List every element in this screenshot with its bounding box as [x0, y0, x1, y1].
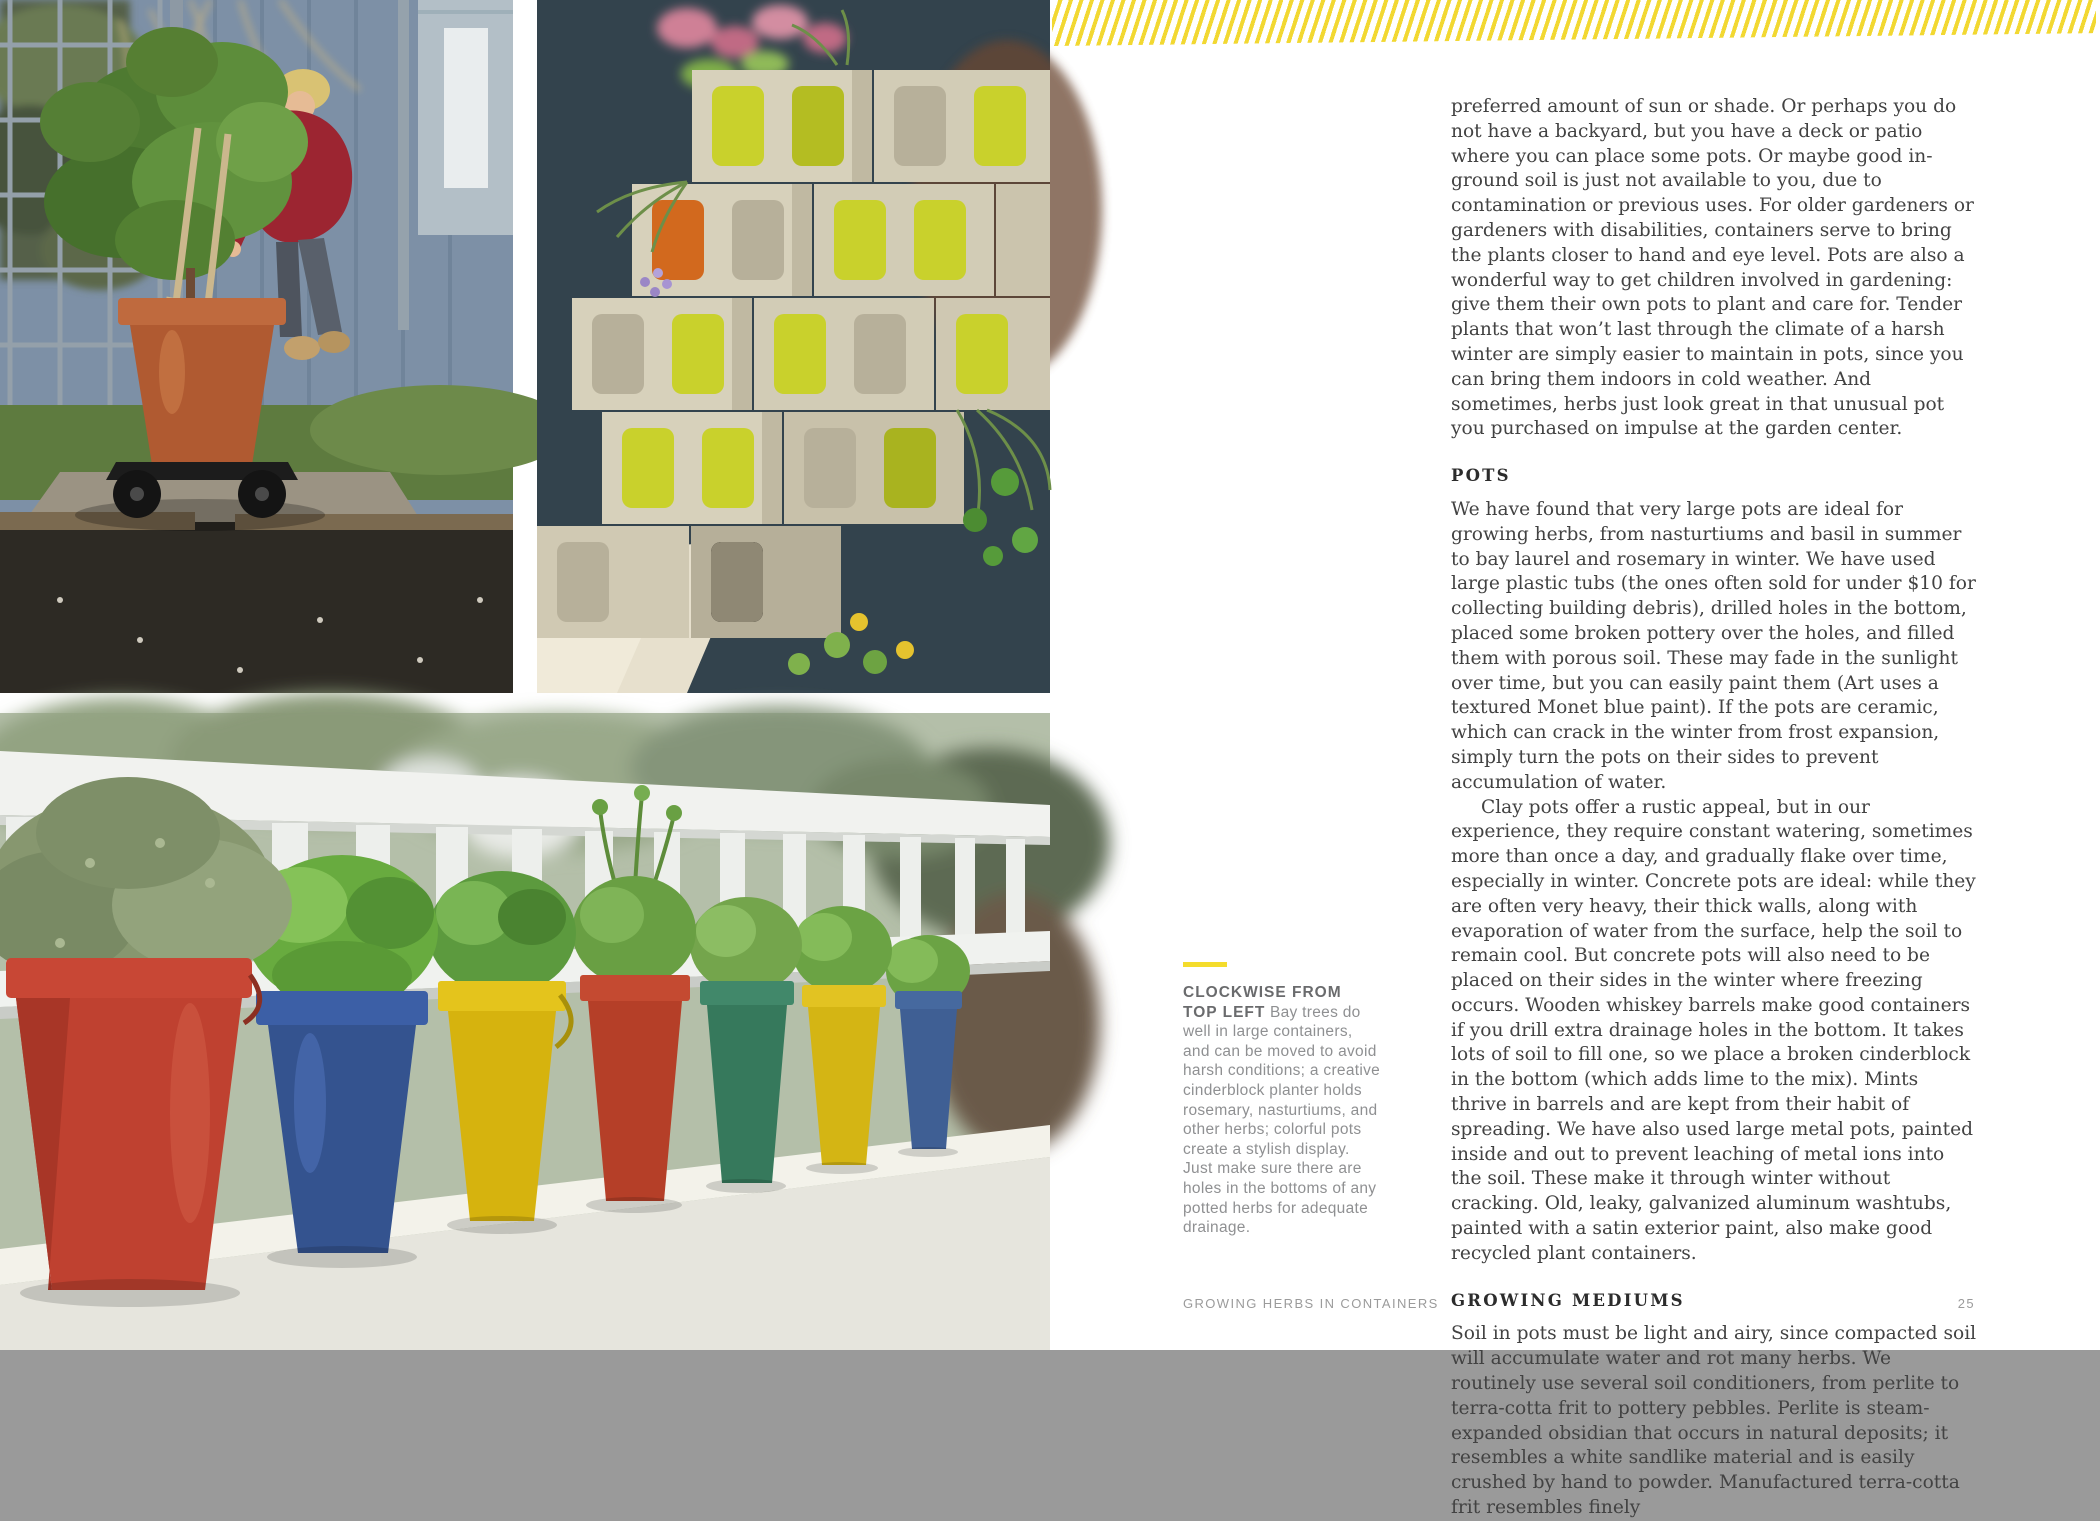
page-number: 25 — [1957, 1296, 1975, 1311]
caption-lead-in: CLOCKWISE FROM TOP LEFT — [1183, 984, 1342, 1021]
cinderblock-photo-illustration — [537, 0, 1050, 693]
photo-bay-tree-handtruck — [0, 0, 513, 693]
soil-bed — [0, 522, 513, 693]
section-heading-pots: POTS — [1451, 466, 1511, 486]
running-head: GROWING HERBS IN CONTAINERS — [1183, 1296, 1439, 1311]
garden-shed — [418, 0, 513, 235]
caption-text: Bay trees do well in large containers, and can be moved to avoid harsh conditions; a creative cinderblock planter holds rosemary, nasturtiums, and other herbs; colorful pots create a stylish display. Just make sure there are holes in the bottoms of any potted herbs for adequate drainage. — [1183, 1003, 1381, 1237]
yellow-diagonal-stripes-band — [1052, 0, 2096, 46]
growing-mediums-paragraph: Soil in pots must be light and airy, since compacted soil will accumulate water and rot many herbs. We routinely use several soil conditioners, from perlite to terra-cotta frit to pottery pebbles. Perlite is steam-expanded obsidian that occurs in natural deposits; it resembles a white sandlike material and is easily crushed by hand to powder. Manufactured terra-cotta frit resembles finely — [1451, 1323, 1977, 1519]
bay-tree-photo-illustration — [0, 0, 513, 693]
photo-caption — [1183, 962, 1381, 1238]
page-footer — [1183, 1296, 1975, 1311]
intro-paragraph: preferred amount of sun or shade. Or perhaps you do not have a backyard, but you have a deck or patio where you can place some pots. Or maybe good in-ground soil is just not available to you, due to contamination or previous uses. For older gardeners or gardeners with disabilities, containers serve to bring the plants closer to hand and eye level. Pots are also a wonderful way to get children involved in gardening: give them their own pots to plant and care for. Tender plants that won’t last through the climate of a harsh winter are simply easier to maintain in pots, since you can bring them indoors in cold weather. And sometimes, herbs just look great in that unusual pot you purchased on impulse at the garden center. — [1451, 96, 1974, 440]
colorful-pots-photo-illustration — [0, 713, 1050, 1350]
pots-paragraph-1: We have found that very large pots are ideal for growing herbs, from nasturtiums and basil in summer to bay laurel and rosemary in winter. We have used large plastic tubs (the ones often sold for under $10 for collecting building debris), drilled holes in the bottom, placed some broken pottery over the holes, and filled them with porous soil. These may fade in the sunlight over time, but you can easily paint them (Art uses a textured Monet blue paint). If the pots are ceramic, which can crack in the winter from frost expansion, simply turn the pots on their sides to prevent accumulation of water. — [1451, 498, 1976, 793]
caption-accent-rule — [1183, 962, 1227, 967]
photo-cinderblock-planter — [537, 0, 1050, 693]
photo-colorful-pots — [0, 713, 1050, 1350]
pots-paragraph-2: Clay pots offer a rustic appeal, but in our experience, they require constant watering, sometimes more than once a day, and gradually flake over time, especially in winter. Concrete pots are ideal: while they are often very heavy, their thick walls, along with evaporation of water from the surface, help the soil to remain cool. But concrete pots will also need to be placed on their sides in the winter where freezing occurs. Wooden whiskey barrels make good containers if you drill extra drainage holes in the bottom. It takes lots of soil to fill one, so we place a broken cinderblock in the bottom (which adds lime to the mix). Mints thrive in barrels and are kept from their habit of spreading. We have also used large metal pots, painted inside and out to prevent leaching of metal ions into the soil. These make it through winter without cracking. Old, leaky, galvanized aluminum washtubs, painted with a satin exterior paint, also make good recycled plant containers. — [1451, 796, 1976, 1264]
section-heading-growing-mediums: GROWING MEDIUMS — [1451, 1290, 1685, 1310]
